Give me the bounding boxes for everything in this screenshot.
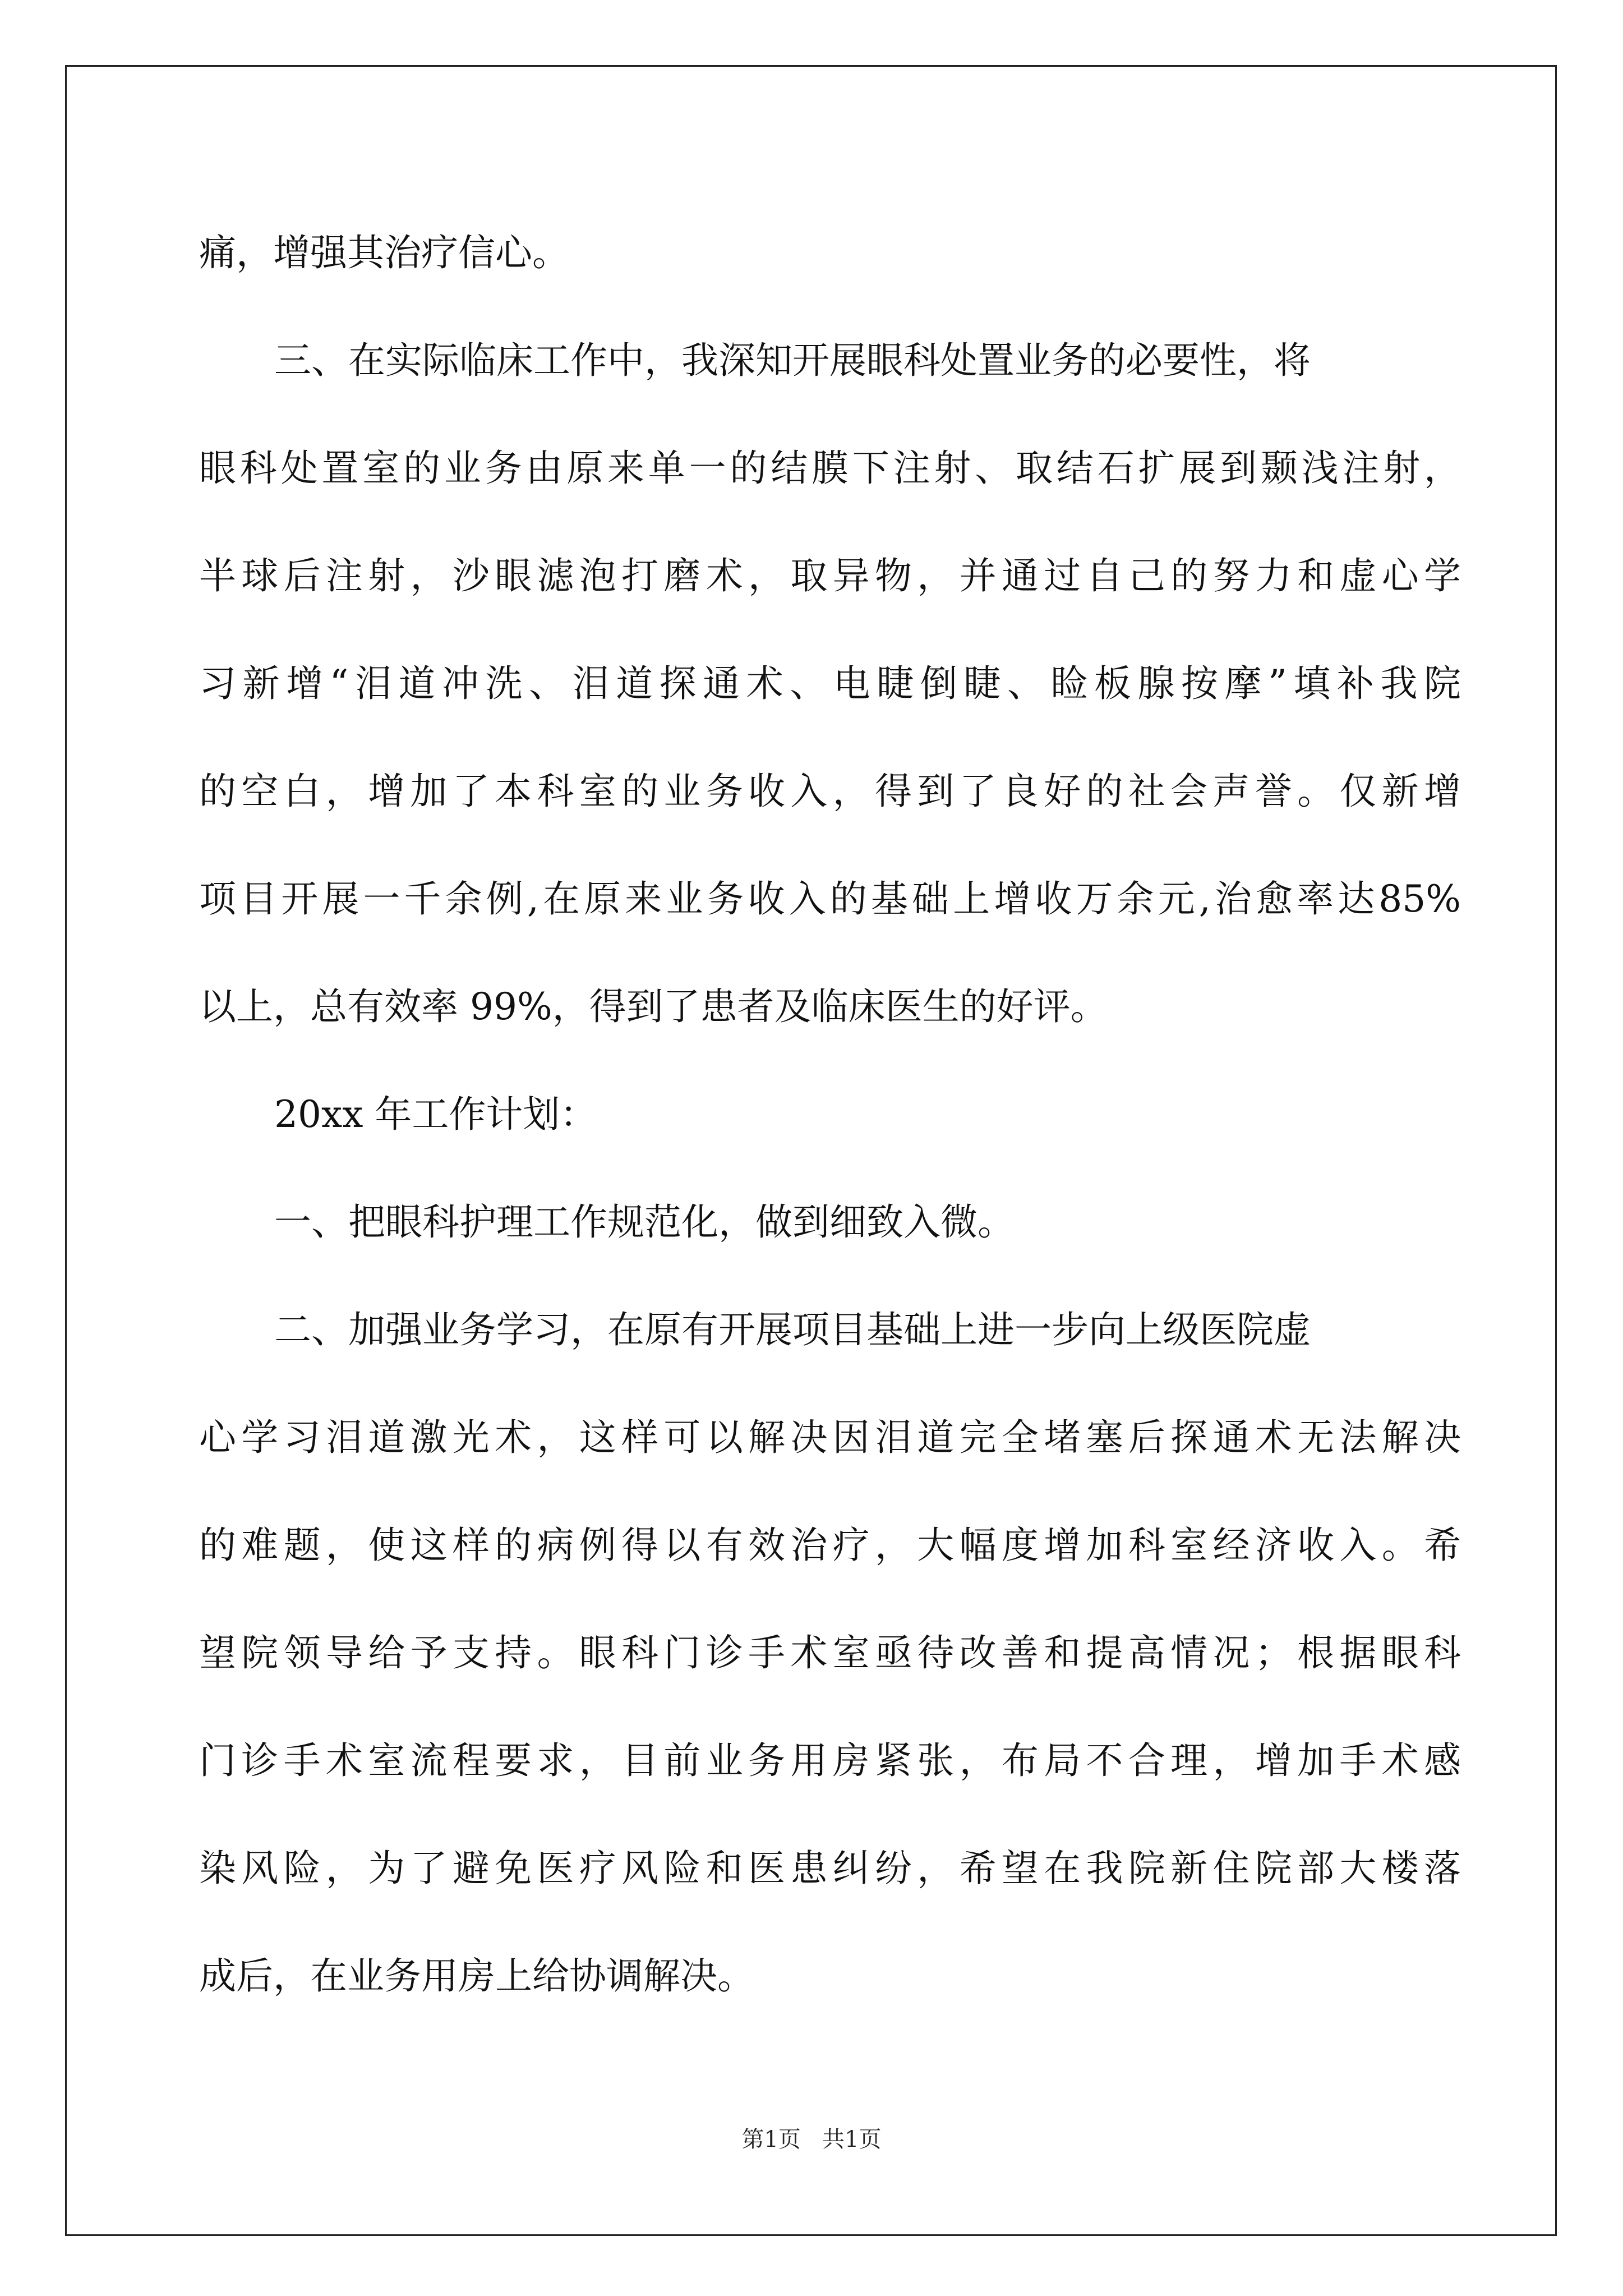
section-heading: 20xx 年工作计划： [274, 1093, 597, 1136]
document-body [199, 199, 1461, 2030]
page-number: 第1页 共1页 [741, 2127, 882, 2152]
text-line: 染风险，为了避免医疗风险和医患纠纷，希望在我院新住院部大楼落 [199, 1847, 1461, 1890]
text-line: 心学习泪道激光术，这样可以解决因泪道完全堵塞后探通术无法解决 [199, 1416, 1461, 1459]
text-line: 的难题，使这样的病例得以有效治疗，大幅度增加科室经济收入。希 [199, 1524, 1461, 1567]
text-line: 习新增“泪道冲洗、泪道探通术、电睫倒睫、睑板腺按摩”填补我院 [199, 662, 1461, 705]
text-line: 门诊手术室流程要求，目前业务用房紧张，布局不合理，增加手术感 [199, 1739, 1461, 1782]
text-line: 的空白，增加了本科室的业务收入，得到了良好的社会声誉。仅新增 [199, 770, 1461, 813]
text-line: 望院领导给予支持。眼科门诊手术室亟待改善和提高情况；根据眼科 [199, 1631, 1461, 1674]
text-line: 一、把眼科护理工作规范化，做到细致入微。 [274, 1200, 1015, 1244]
text-line: 半球后注射，沙眼滤泡打磨术，取异物，并通过自己的努力和虚心学 [199, 554, 1461, 597]
text-line: 成后，在业务用房上给协调解决。 [199, 1954, 754, 1998]
text-line: 项目开展一千余例,在原来业务收入的基础上增收万余元,治愈率达85% [199, 877, 1461, 921]
text-line: 眼科处置室的业务由原来单一的结膜下注射、取结石扩展到颞浅注射， [199, 447, 1461, 490]
text-line: 三、在实际临床工作中，我深知开展眼科处置业务的必要性，将 [274, 339, 1311, 382]
text-line: 痛，增强其治疗信心。 [199, 231, 569, 274]
text-line: 以上，总有效率 99%，得到了患者及临床医生的好评。 [199, 985, 1108, 1028]
text-line: 二、加强业务学习，在原有开展项目基础上进一步向上级医院虚 [274, 1308, 1311, 1351]
